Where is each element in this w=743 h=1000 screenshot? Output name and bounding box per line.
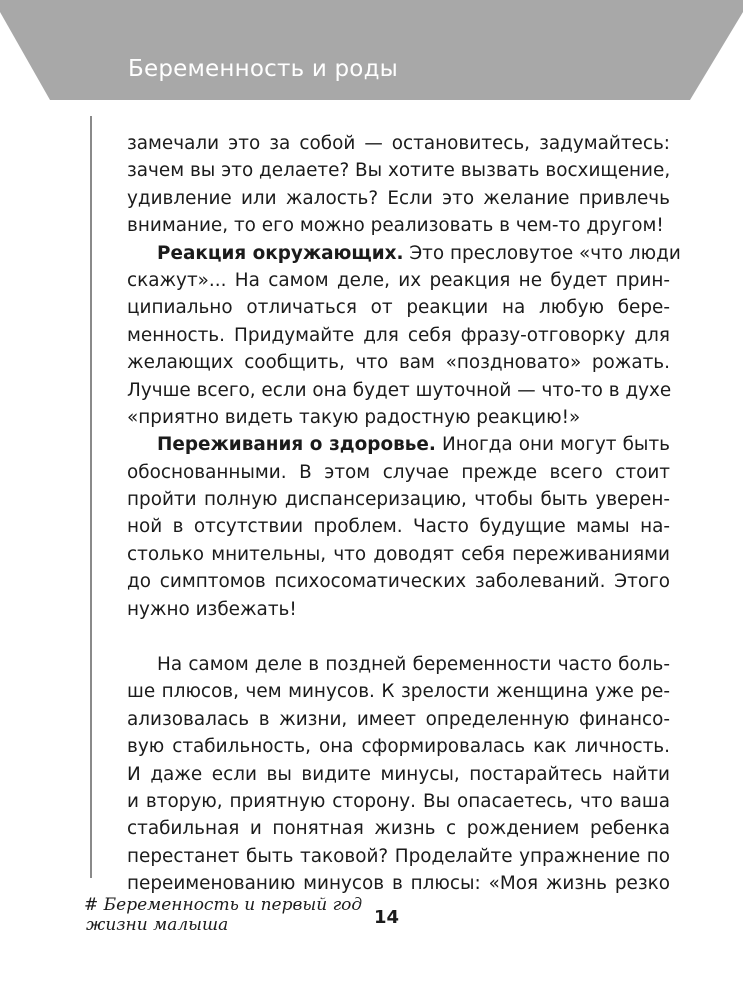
text-line: переименованию минусов в плюсы: «Моя жизнь резко — [127, 873, 670, 895]
page-number: 14 — [374, 907, 400, 928]
text-line: столько мнительны, что доводят себя переживаниями — [127, 543, 670, 565]
text-line: «приятно видеть такую радостную реакцию!» — [127, 406, 581, 428]
text-line: замечали это за собой — остановитесь, задумайтесь: — [127, 133, 670, 154]
text-line: скажут»... На самом деле, их реакция не будет прин- — [127, 269, 670, 291]
page-body-text — [127, 130, 681, 898]
text-line: внимание, то его можно реализовать в чем-то другом! — [127, 215, 664, 237]
paragraph-heading-reaction: Реакция окружающих. — [157, 242, 404, 264]
text-line: вую стабильность, она сформировалась как личность. — [127, 736, 670, 758]
header-band-shape — [0, 0, 743, 104]
text-line: И даже если вы видите минусы, постарайтесь найти — [127, 763, 670, 785]
paragraph-gap — [127, 623, 670, 651]
text-line: нужно избежать! — [127, 598, 297, 620]
text-line: пройти полную диспансеризацию, чтобы быть уверен- — [127, 489, 670, 511]
text-line: менность. Придумайте для себя фразу-отговорку для — [127, 324, 670, 346]
text-line: и вторую, приятную сторону. Вы опасаетесь, что ваша — [127, 790, 670, 812]
chapter-title: Беременность и роды — [128, 56, 399, 82]
text-line-rest: Иногда они могут быть — [435, 434, 671, 456]
text-line: до симптомов психосоматических заболеваний. Этого — [127, 571, 670, 593]
header-band-fill — [0, 0, 743, 100]
text-line: ше плюсов, чем минусов. К зрелости женщина уже ре- — [127, 681, 670, 703]
text-line: желающих сообщить, что вам «поздновато» рожать. — [127, 352, 670, 374]
left-margin-rule — [90, 116, 92, 878]
text-line: ципиально отличаться от реакции на любую бере- — [127, 297, 670, 319]
book-title-footer — [84, 895, 364, 935]
text-line: ализовалась в жизни, имеет определенную финансо- — [127, 708, 670, 730]
text-line: стабильная и понятная жизнь с рождением ребенка — [127, 818, 670, 840]
text-line: Лучше всего, если она будет шуточной — что-то в духе — [127, 379, 672, 401]
text-line: зачем вы это делаете? Вы хотите вызвать восхищение, — [127, 160, 671, 182]
paragraph-heading-line — [127, 240, 681, 267]
header-scalloped-edge — [52, 98, 688, 104]
book-title-line-1: # Беременность и первый год — [84, 895, 363, 915]
book-title-line-2: жизни малыша — [86, 915, 229, 935]
chapter-header-band — [0, 0, 743, 104]
text-line: удивление или жалость? Если это желание привлечь — [127, 187, 670, 209]
text-line: перестанет быть таковой? Проделайте упражнение по — [127, 845, 670, 867]
text-line: обоснованными. В этом случае прежде всего стоит — [127, 461, 670, 483]
paragraph-heading-line — [127, 431, 670, 458]
text-line: ной в отсутствии проблем. Часто будущие мамы на- — [127, 516, 670, 538]
text-line-rest: Это пресловутое «что люди — [403, 242, 681, 264]
paragraph-heading-health: Переживания о здоровье. — [157, 434, 436, 456]
text-line: На самом деле в поздней беременности часто боль- — [157, 654, 670, 676]
